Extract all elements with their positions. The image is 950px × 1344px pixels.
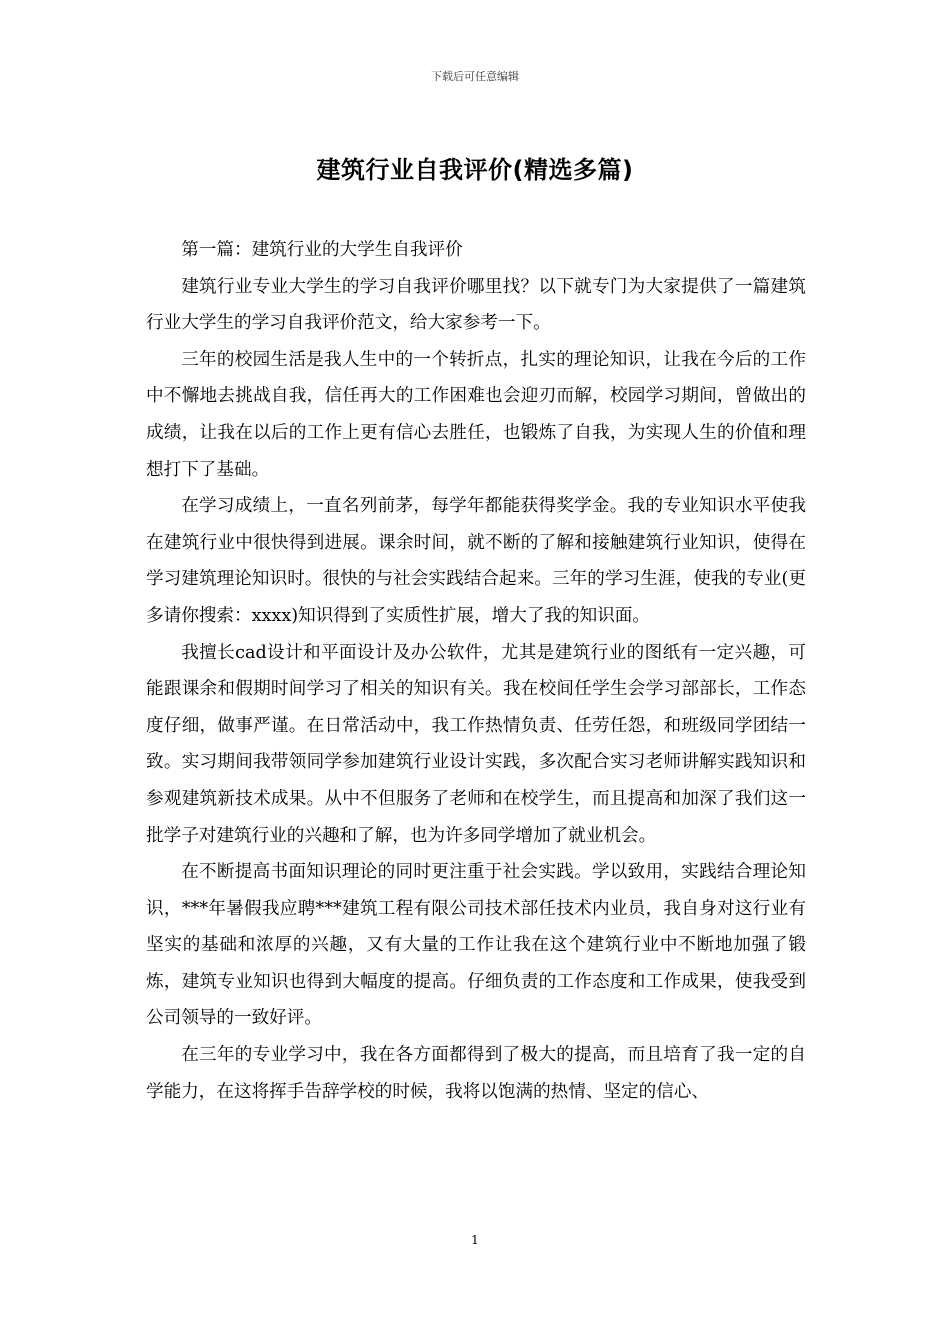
paragraph-intro: 建筑行业专业大学生的学习自我评价哪里找？以下就专门为大家提供了一篇建筑行业大学生的学习自我评价范文，给大家参考一下。 [146,276,806,334]
header-note: 下载后可任意编辑 [431,70,519,83]
paragraph-academic: 在学习成绩上，一直名列前茅，每学年都能获得奖学金。我的专业知识水平使我在建筑行业中很快得到进展。课余时间，就不断的了解和接触建筑行业知识，使得在学习建筑理论知识时。很快的与社会实践结合起来。三年的学习生涯，使我的专业(更多请你搜索：xxxx)知识得到了实质性扩展，增大了我的知识面。 [146,496,806,626]
document-title: 建筑行业自我评价(精选多篇) [316,156,634,184]
paragraph-practice: 在不断提高书面知识理论的同时更注重于社会实践。学以致用，实践结合理论知识，***年暑假我应聘***建筑工程有限公司技术部任技术内业员，我自身对这行业有坚实的基础和浓厚的兴趣，又有大量的工作让我在这个建筑行业中不断地加强了锻炼，建筑专业知识也得到大幅度的提高。仔细负责的工作态度和工作成果，使我受到公司领导的一致好评。 [146,862,806,1029]
paragraph-campus-life: 三年的校园生活是我人生中的一个转折点，扎实的理论知识，让我在今后的工作中不懈地去挑战自我，信任再大的工作困难也会迎刃而解，校园学习期间，曾做出的成绩，让我在以后的工作上更有信心去胜任，也锻炼了自我，为实现人生的价值和理想打下了基础。 [146,349,806,480]
paragraph-skills: 我擅长cad设计和平面设计及办公软件，尤其是建筑行业的图纸有一定兴趣，可能跟课余和假期时间学习了相关的知识有关。我在校间任学生会学习部部长，工作态度仔细，做事严谨。在日常活动中，我工作热情负责、任劳任怨，和班级同学团结一致。实习期间我带领同学参加建筑行业设计实践，多次配合实习老师讲解实践知识和参观建筑新技术成果。从中不但服务了老师和在校学生，而且提高和加深了我们这一批学子对建筑行业的兴趣和了解，也为许多同学增加了就业机会。 [146,642,806,846]
page-number: 1 [471,1233,479,1247]
document-body [146,232,806,1110]
section-heading: 第一篇：建筑行业的大学生自我评价 [181,240,463,260]
paragraph-conclusion: 在三年的专业学习中，我在各方面都得到了极大的提高，而且培育了我一定的自学能力，在这将挥手告辞学校的时候，我将以饱满的热情、坚定的信心、 [146,1045,806,1102]
